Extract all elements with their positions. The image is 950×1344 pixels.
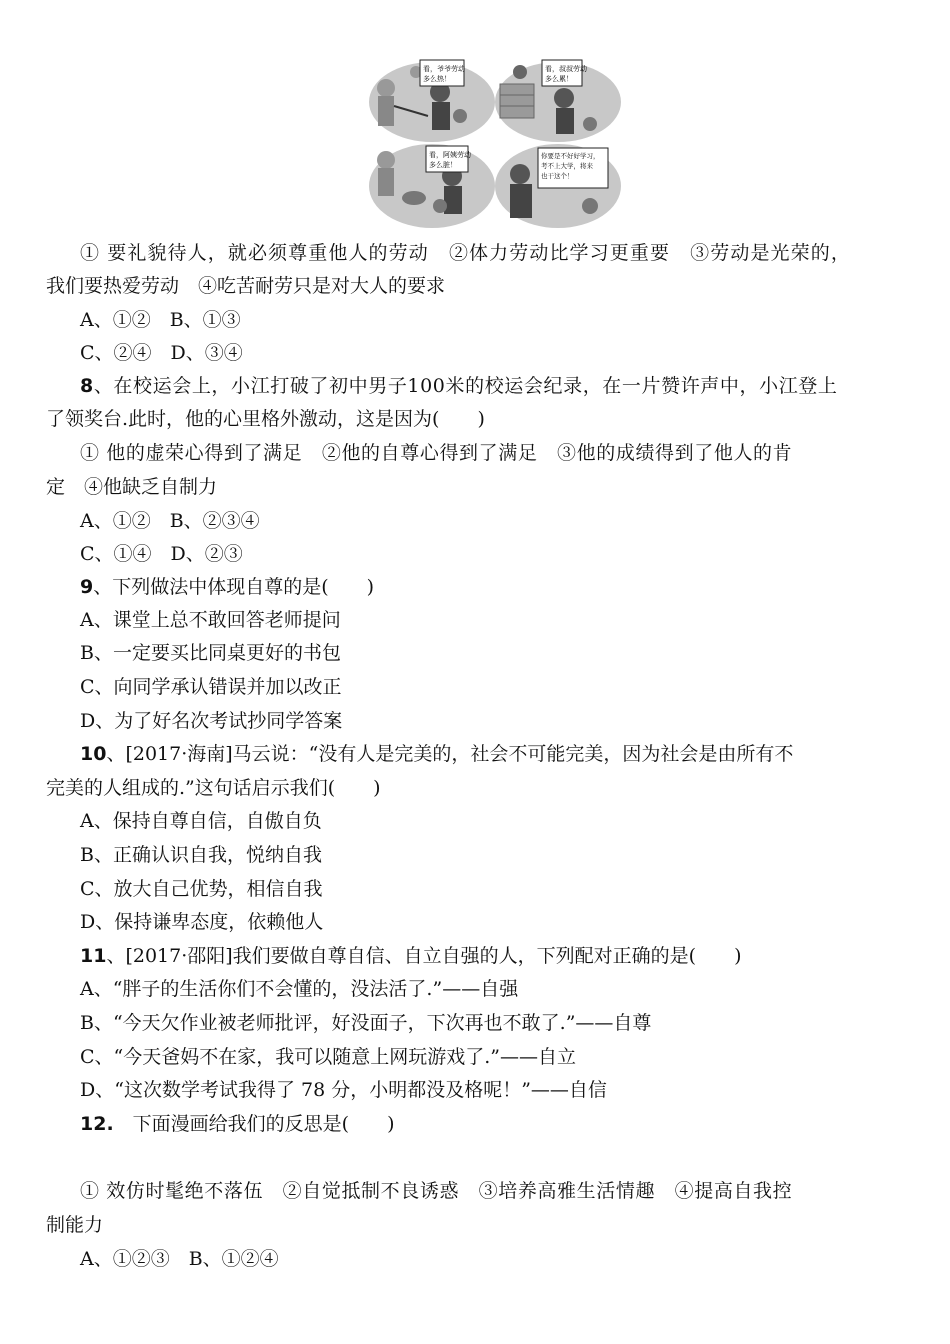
- comic-bubble-2-line-1: 看，叔叔劳动: [545, 65, 587, 73]
- q7-options-cd: C、②④ D、③④: [80, 342, 243, 364]
- q12-stem: [80, 1111, 395, 1137]
- q12-statements-line-1: ① 效仿时髦绝不落伍 ②自觉抵制不良诱惑 ③培养高雅生活情趣 ④提高自我控: [80, 1180, 793, 1202]
- q11-option-d: D、“这次数学考试我得了 78 分，小明都没及格呢！”——自信: [80, 1079, 607, 1101]
- q10-option-c: C、放大自己优势，相信自我: [80, 878, 323, 900]
- q12-statements-line-2: 制能力: [46, 1214, 104, 1236]
- q11-option-c: C、“今天爸妈不在家，我可以随意上网玩游戏了.”——自立: [80, 1046, 577, 1068]
- q11-stem-text: 、[2017·邵阳]我们要做自尊自信、自立自强的人，下列配对正确的是( ): [106, 945, 742, 967]
- comic-bubble-1-line-2: 多么热！: [423, 75, 451, 83]
- q11-option-a: A、“胖子的生活你们不会懂的，没法活了.”——自强: [80, 978, 519, 1000]
- comic-bubble-4-line-1: 你要是不好好学习，: [541, 152, 600, 160]
- q8-stem-line-1: [80, 373, 838, 399]
- q10-option-d: D、保持谦卑态度，依赖他人: [80, 911, 324, 933]
- q8-statements-line-1: ① 他的虚荣心得到了满足 ②他的自尊心得到了满足 ③他的成绩得到了他人的肯: [80, 442, 793, 464]
- q12-number: 12.: [80, 1113, 114, 1135]
- q10-option-a: A、保持自尊自信，自傲自负: [80, 810, 322, 832]
- comic-bubble-3-line-1: 看，阿姨劳动: [429, 151, 471, 159]
- q10-stem-text-1: 、[2017·海南]马云说：“没有人是完美的，社会不可能完美，因为社会是由所有不: [106, 743, 794, 765]
- q8-options-ab: A、①② B、②③④: [80, 510, 260, 532]
- q10-stem-line-2: 完美的人组成的.”这句话启示我们( ): [46, 777, 381, 799]
- q8-statements-line-2: 定 ④他缺乏自制力: [46, 476, 218, 498]
- comic-panel-4: [495, 144, 621, 228]
- q9-option-c: C、向同学承认错误并加以改正: [80, 676, 342, 698]
- q9-option-d: D、为了好名次考试抄同学答案: [80, 710, 343, 732]
- q9-stem-text: 、下列做法中体现自尊的是( ): [93, 576, 375, 598]
- q9-option-a: A、课堂上总不敢回答老师提问: [80, 609, 341, 631]
- q10-number: 10: [80, 743, 107, 765]
- q9-stem: [80, 574, 374, 600]
- comic-bubble-4-line-3: 也干这个！: [541, 172, 574, 180]
- comic-bubble-1-line-1: 看，爷爷劳动: [423, 65, 465, 73]
- q12-stem-text: 下面漫画给我们的反思是( ): [113, 1113, 395, 1135]
- comic-bubble-4-line-2: 考不上大学，将来: [541, 162, 593, 170]
- q9-number: 9: [80, 576, 94, 598]
- q11-number: 11: [80, 945, 107, 967]
- q10-option-b: B、正确认识自我，悦纳自我: [80, 844, 322, 866]
- q7-options-ab: A、①② B、①③: [80, 309, 241, 331]
- q12-options-ab: A、①②③ B、①②④: [80, 1248, 279, 1270]
- q8-stem-line-2: 了领奖台.此时，他的心里格外激动，这是因为( ): [46, 408, 485, 430]
- q8-options-cd: C、①④ D、②③: [80, 543, 243, 565]
- q11-option-b: B、“今天欠作业被老师批评，好没面子，下次再也不敢了.”——自尊: [80, 1012, 652, 1034]
- q8-number: 8: [80, 375, 94, 397]
- q11-stem: [80, 943, 742, 969]
- q9-option-b: B、一定要买比同桌更好的书包: [80, 642, 341, 664]
- q8-stem-text-1: 、在校运会上，小江打破了初中男子100米的校运会纪录，在一片赞许声中，小江登上: [93, 375, 838, 397]
- comic-bubble-3-line-2: 多么脏！: [429, 161, 457, 169]
- q7-statements-line-1: ① 要礼貌待人，就必须尊重他人的劳动 ②体力劳动比学习更重要 ③劳动是光荣的，: [80, 242, 851, 264]
- q7-statements-line-2: 我们要热爱劳动 ④吃苦耐劳只是对大人的要求: [46, 275, 446, 297]
- comic-bubble-2-line-2: 多么累！: [545, 75, 573, 83]
- labor-comic-image: [368, 58, 622, 230]
- q10-stem-line-1: [80, 741, 793, 767]
- comic-panel-3: [369, 144, 495, 228]
